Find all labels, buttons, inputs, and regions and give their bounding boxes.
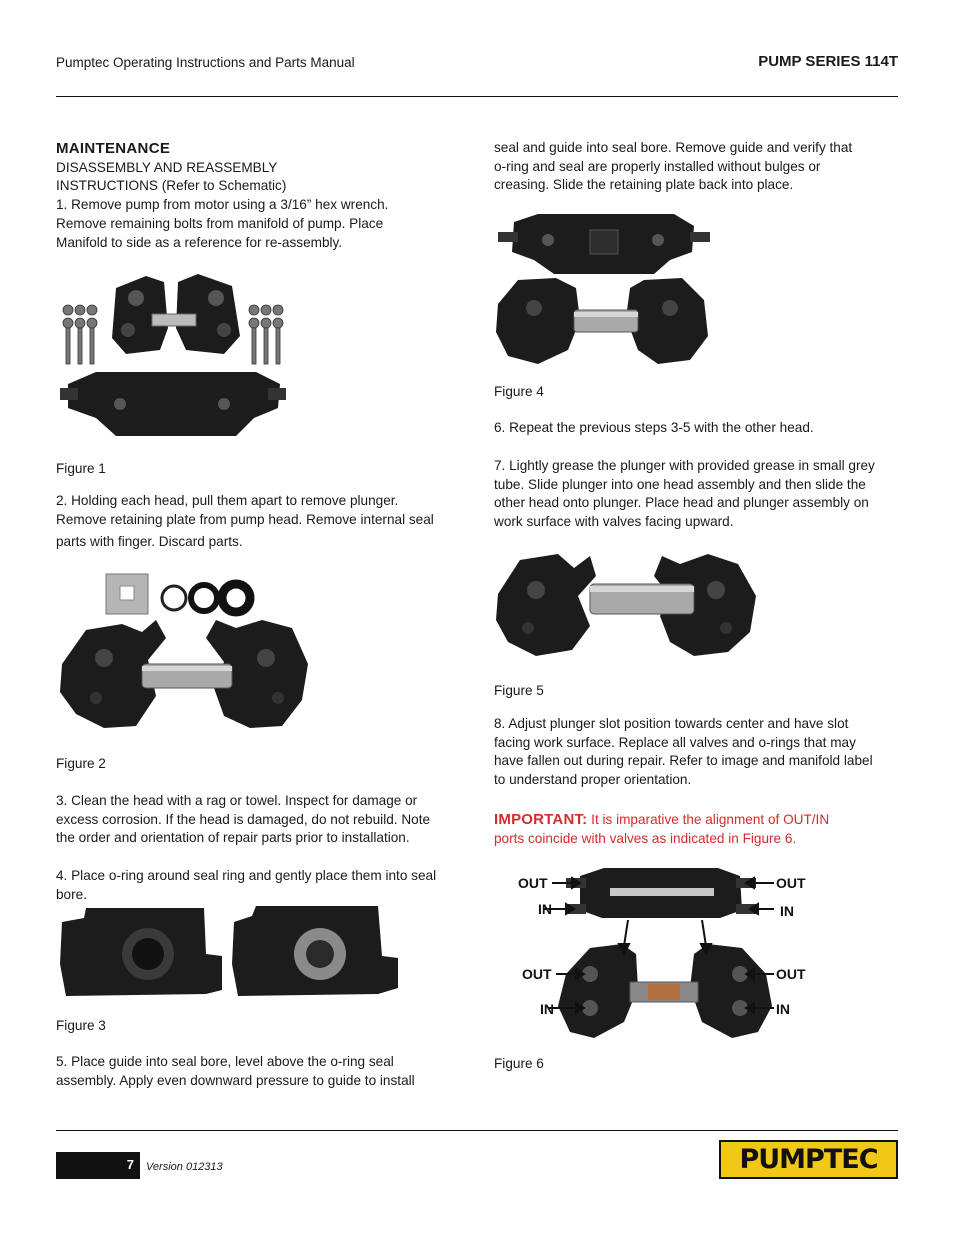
fig6-label-in: IN [538, 901, 552, 917]
step-7-text: tube. Slide plunger into one head assembly and then slide the [494, 476, 866, 492]
fig6-label-in: IN [540, 1001, 554, 1017]
step-4-text: 4. Place o-ring around seal ring and gently place them into seal [56, 868, 437, 883]
pumptec-logo [719, 1140, 898, 1179]
subheading-line: INSTRUCTIONS (Refer to Schematic) [56, 178, 287, 194]
step-5-text: 5. Place guide into seal bore, level above the o-ring seal [56, 1054, 394, 1069]
footer-rule [56, 1130, 898, 1131]
header-document-title: Pumptec Operating Instructions and Parts Manual [56, 55, 355, 70]
step-7-text: 7. Lightly grease the plunger with provided grease in small grey [494, 458, 875, 473]
step-7-text: other head onto plunger. Place head and plunger assembly on [494, 495, 869, 511]
fig6-label-in: IN [780, 903, 794, 919]
important-text: ports coincide with valves as indicated in Figure 6. [494, 830, 797, 846]
logo-text: PUMPTEC [739, 1144, 878, 1175]
fig6-label-out: OUT [518, 875, 548, 891]
fig6-label-out: OUT [776, 966, 806, 982]
step-2-text: 2. Holding each head, pull them apart to remove plunger. [56, 493, 399, 508]
step-6-text: 6. Repeat the previous steps 3-5 with the other head. [494, 420, 814, 435]
step-5-text: o-ring and seal are properly installed without bulges or [494, 158, 821, 174]
fig6-label-out: OUT [522, 966, 552, 982]
figure-5-caption: Figure 5 [494, 683, 544, 698]
figure-3-image [56, 904, 402, 1000]
step-5-text: assembly. Apply even downward pressure to guide to install [56, 1072, 415, 1088]
figure-6-image [510, 862, 818, 1048]
step-5-text: creasing. Slide the retaining plate back into place. [494, 177, 794, 193]
step-3-block [56, 792, 466, 848]
page-number-box [56, 1152, 140, 1179]
step-5-block [56, 1053, 466, 1090]
step-1-text: Remove remaining bolts from manifold of pump. Place [56, 215, 384, 231]
header-series-title: PUMP SERIES 114T [758, 53, 898, 70]
step-4-block [56, 867, 466, 904]
version-label: Version 012313 [146, 1161, 223, 1173]
important-text: It is imparative the alignment of OUT/IN [587, 812, 830, 827]
step-8-text: to understand proper orientation. [494, 772, 692, 788]
step-2-text: Remove retaining plate from pump head. Remove internal seal [56, 511, 434, 527]
important-label: IMPORTANT: [494, 811, 588, 828]
figure-6-caption: Figure 6 [494, 1056, 544, 1071]
step-3-text: excess corrosion. If the head is damaged, do not rebuild. Note [56, 811, 431, 827]
important-note [494, 811, 904, 848]
fig6-label-in: IN [776, 1001, 790, 1017]
step-1-text: Manifold to side as a reference for re-assembly. [56, 234, 343, 250]
figure-2-image [56, 568, 314, 736]
subheading-line: DISASSEMBLY AND REASSEMBLY [56, 159, 278, 175]
step-7-block [494, 457, 904, 532]
step-4-text: bore. [56, 886, 87, 902]
step-3-text: the order and orientation of repair parts prior to installation. [56, 830, 410, 846]
left-column [56, 140, 466, 252]
step-8-text: facing work surface. Replace all valves and o-rings that may [494, 734, 856, 750]
step-8-block [494, 715, 904, 790]
figure-5-image [494, 546, 760, 658]
section-heading: MAINTENANCE [56, 140, 171, 157]
step-8-text: 8. Adjust plunger slot position towards center and have slot [494, 716, 849, 731]
step-8-text: have fallen out during repair. Refer to image and manifold label [494, 753, 873, 769]
step-5-continued [494, 139, 904, 195]
page-number: 7 [126, 1157, 134, 1172]
step-7-text: work surface with valves facing upward. [494, 514, 734, 530]
step-3-text: 3. Clean the head with a rag or towel. Inspect for damage or [56, 793, 418, 808]
figure-4-image [494, 208, 712, 370]
step-5-text: seal and guide into seal bore. Remove guide and verify that [494, 140, 853, 155]
step-1-text: 1. Remove pump from motor using a 3/16” hex wrench. [56, 197, 389, 213]
figure-2-caption: Figure 2 [56, 756, 106, 771]
step-2-text: parts with finger. Discard parts. [56, 534, 243, 550]
figure-3-caption: Figure 3 [56, 1018, 106, 1033]
fig6-label-out: OUT [776, 875, 806, 891]
step-2-block [56, 492, 466, 552]
header-rule [56, 96, 898, 97]
figure-4-caption: Figure 4 [494, 384, 544, 399]
figure-1-caption: Figure 1 [56, 461, 106, 476]
figure-1-image [56, 268, 288, 446]
